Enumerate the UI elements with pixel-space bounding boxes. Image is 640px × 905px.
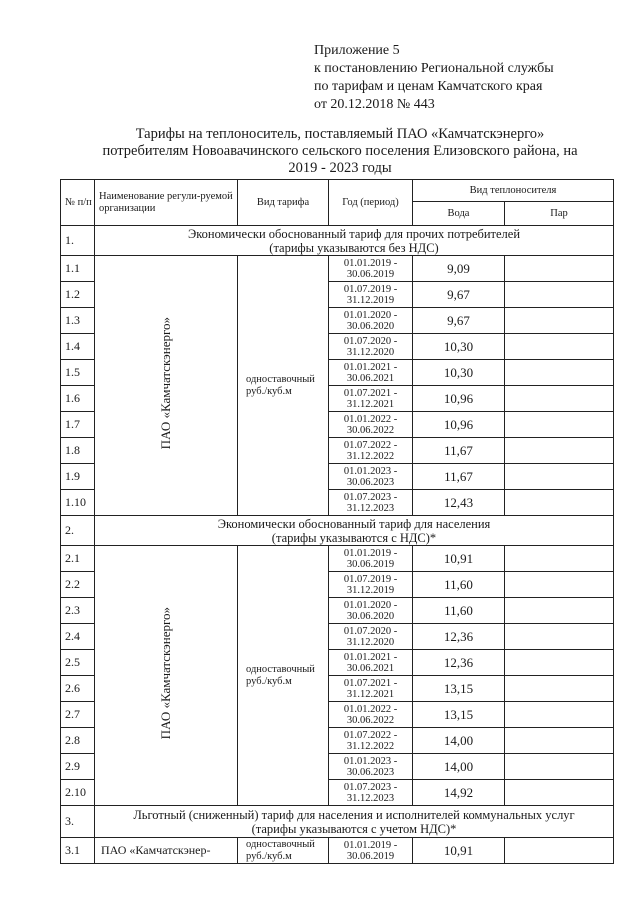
period-to: 30.06.2019 <box>346 850 395 862</box>
tariff-unit: руб./куб.м <box>246 385 292 397</box>
org-name-cell <box>95 546 238 806</box>
period-cell <box>329 780 413 806</box>
period-cell <box>329 838 413 864</box>
appendix-header <box>314 42 614 114</box>
period-from: 01.01.2021 - <box>343 361 398 373</box>
appendix-line: по тарифам и ценам Камчатского края <box>314 79 543 94</box>
period-to: 31.12.2021 <box>346 688 395 700</box>
period-cell <box>329 412 413 438</box>
period-cell <box>329 650 413 676</box>
header-period: Год (период) <box>329 180 413 226</box>
row-num: 1.2 <box>61 282 95 308</box>
tariff-type: одноставочный <box>246 663 315 675</box>
row-num: 3.1 <box>61 838 95 864</box>
section-num: 2. <box>61 516 95 546</box>
water-value: 12,43 <box>413 490 505 516</box>
period-to: 30.06.2019 <box>346 558 395 570</box>
period-from: 01.01.2023 - <box>343 755 398 767</box>
period-cell <box>329 282 413 308</box>
steam-value <box>505 754 614 780</box>
period-to: 31.12.2020 <box>346 636 395 648</box>
section-row <box>61 516 614 546</box>
period-to: 31.12.2020 <box>346 346 395 358</box>
document-title <box>60 126 620 177</box>
period-cell <box>329 438 413 464</box>
water-value: 9,67 <box>413 308 505 334</box>
section-row <box>61 806 614 838</box>
steam-value <box>505 308 614 334</box>
steam-value <box>505 650 614 676</box>
period-from: 01.01.2021 - <box>343 651 398 663</box>
header-tariff-type: Вид тарифа <box>238 180 329 226</box>
period-to: 30.06.2019 <box>346 268 395 280</box>
water-value: 11,67 <box>413 438 505 464</box>
period-to: 30.06.2021 <box>346 372 395 384</box>
header-org: Наименование регули-руемой организации <box>95 180 238 226</box>
steam-value <box>505 572 614 598</box>
period-cell <box>329 624 413 650</box>
water-value: 10,91 <box>413 838 505 864</box>
steam-value <box>505 780 614 806</box>
period-cell <box>329 308 413 334</box>
period-cell <box>329 676 413 702</box>
header-steam: Пар <box>505 202 614 226</box>
period-from: 01.01.2019 - <box>343 839 398 851</box>
period-from: 01.07.2020 - <box>343 625 398 637</box>
row-num: 2.7 <box>61 702 95 728</box>
appendix-line: Приложение 5 <box>314 43 400 58</box>
period-cell <box>329 728 413 754</box>
water-value: 10,96 <box>413 386 505 412</box>
row-num: 1.4 <box>61 334 95 360</box>
row-num: 1.10 <box>61 490 95 516</box>
period-to: 30.06.2020 <box>346 320 395 332</box>
row-num: 2.2 <box>61 572 95 598</box>
period-cell <box>329 572 413 598</box>
water-value: 10,30 <box>413 334 505 360</box>
org-name: ПАО «Камчатскэнерго» <box>158 316 173 450</box>
row-num: 2.9 <box>61 754 95 780</box>
period-from: 01.07.2022 - <box>343 439 398 451</box>
title-line: 2019 - 2023 годы <box>288 160 392 176</box>
water-value: 12,36 <box>413 650 505 676</box>
period-to: 31.12.2022 <box>346 450 395 462</box>
row-num: 1.9 <box>61 464 95 490</box>
section-title-line: Экономически обоснованный тариф для прочих потребителей <box>187 226 521 241</box>
period-from: 01.07.2019 - <box>343 283 398 295</box>
period-to: 30.06.2023 <box>346 476 395 488</box>
section-num: 1. <box>61 226 95 256</box>
steam-value <box>505 386 614 412</box>
steam-value <box>505 676 614 702</box>
appendix-line: от 20.12.2018 № 443 <box>314 97 435 112</box>
steam-value <box>505 464 614 490</box>
period-from: 01.07.2021 - <box>343 677 398 689</box>
row-num: 2.8 <box>61 728 95 754</box>
water-value: 14,00 <box>413 728 505 754</box>
water-value: 9,09 <box>413 256 505 282</box>
water-value: 11,60 <box>413 572 505 598</box>
section-row <box>61 226 614 256</box>
water-value: 12,36 <box>413 624 505 650</box>
section-title-line: Льготный (сниженный) тариф для населения и исполнителей коммунальных услуг <box>133 807 575 822</box>
period-from: 01.01.2020 - <box>343 309 398 321</box>
tariff-table <box>60 179 614 864</box>
steam-value <box>505 546 614 572</box>
steam-value <box>505 438 614 464</box>
row-num: 2.5 <box>61 650 95 676</box>
appendix-line: к постановлению Региональной службы <box>314 61 554 76</box>
section-title <box>95 226 614 256</box>
row-num: 1.5 <box>61 360 95 386</box>
period-from: 01.01.2019 - <box>343 257 398 269</box>
period-to: 31.12.2019 <box>346 294 395 306</box>
period-from: 01.07.2023 - <box>343 491 398 503</box>
period-cell <box>329 754 413 780</box>
period-from: 01.01.2022 - <box>343 413 398 425</box>
period-to: 31.12.2019 <box>346 584 395 596</box>
section-title-line: (тарифы указываются с НДС)* <box>271 530 437 545</box>
steam-value <box>505 598 614 624</box>
steam-value <box>505 360 614 386</box>
period-cell <box>329 598 413 624</box>
water-value: 14,92 <box>413 780 505 806</box>
period-to: 31.12.2023 <box>346 792 395 804</box>
section-num: 3. <box>61 806 95 838</box>
tariff-unit: руб./куб.м <box>246 675 292 687</box>
tariff-type-cell <box>238 256 329 516</box>
header-heat-carrier: Вид теплоносителя <box>413 180 614 202</box>
water-value: 14,00 <box>413 754 505 780</box>
period-from: 01.01.2019 - <box>343 547 398 559</box>
period-to: 30.06.2022 <box>346 714 395 726</box>
period-cell <box>329 334 413 360</box>
period-from: 01.07.2022 - <box>343 729 398 741</box>
row-num: 1.8 <box>61 438 95 464</box>
org-name: ПАО «Камчатскэнер- <box>95 838 238 864</box>
tariff-type: одноставочный <box>246 373 315 385</box>
header-num: № п/п <box>61 180 95 226</box>
period-from: 01.07.2020 - <box>343 335 398 347</box>
period-to: 30.06.2021 <box>346 662 395 674</box>
section-title-line: (тарифы указываются без НДС) <box>269 240 439 255</box>
steam-value <box>505 702 614 728</box>
row-num: 2.3 <box>61 598 95 624</box>
org-name-cell <box>95 256 238 516</box>
water-value: 13,15 <box>413 676 505 702</box>
table-row <box>61 256 614 282</box>
row-num: 2.6 <box>61 676 95 702</box>
period-cell <box>329 360 413 386</box>
row-num: 1.6 <box>61 386 95 412</box>
period-to: 31.12.2021 <box>346 398 395 410</box>
tariff-type-cell <box>238 838 329 864</box>
row-num: 1.3 <box>61 308 95 334</box>
period-from: 01.01.2020 - <box>343 599 398 611</box>
steam-value <box>505 256 614 282</box>
row-num: 2.1 <box>61 546 95 572</box>
table-row <box>61 838 614 864</box>
row-num: 1.7 <box>61 412 95 438</box>
period-to: 30.06.2023 <box>346 766 395 778</box>
water-value: 11,67 <box>413 464 505 490</box>
steam-value <box>505 728 614 754</box>
period-to: 31.12.2022 <box>346 740 395 752</box>
row-num: 1.1 <box>61 256 95 282</box>
period-cell <box>329 256 413 282</box>
period-cell <box>329 490 413 516</box>
period-from: 01.07.2023 - <box>343 781 398 793</box>
tariff-unit: руб./куб.м <box>246 850 292 862</box>
steam-value <box>505 334 614 360</box>
period-cell <box>329 702 413 728</box>
tariff-type: одноставочный <box>246 838 315 850</box>
period-from: 01.01.2023 - <box>343 465 398 477</box>
section-title <box>95 516 614 546</box>
water-value: 11,60 <box>413 598 505 624</box>
org-name: ПАО «Камчатскэнерго» <box>158 606 173 740</box>
steam-value <box>505 282 614 308</box>
tariff-type-cell <box>238 546 329 806</box>
section-title <box>95 806 614 838</box>
section-title-line: Экономически обоснованный тариф для населения <box>217 516 491 531</box>
row-num: 2.10 <box>61 780 95 806</box>
period-from: 01.07.2019 - <box>343 573 398 585</box>
steam-value <box>505 490 614 516</box>
period-cell <box>329 546 413 572</box>
period-cell <box>329 386 413 412</box>
steam-value <box>505 624 614 650</box>
period-to: 31.12.2023 <box>346 502 395 514</box>
period-to: 30.06.2020 <box>346 610 395 622</box>
section-title-line: (тарифы указываются с учетом НДС)* <box>251 821 457 836</box>
header-water: Вода <box>413 202 505 226</box>
water-value: 10,96 <box>413 412 505 438</box>
title-line: Тарифы на теплоноситель, поставляемый ПАО «Камчатскэнерго» <box>135 126 545 142</box>
period-from: 01.01.2022 - <box>343 703 398 715</box>
period-from: 01.07.2021 - <box>343 387 398 399</box>
water-value: 10,91 <box>413 546 505 572</box>
water-value: 10,30 <box>413 360 505 386</box>
water-value: 13,15 <box>413 702 505 728</box>
steam-value <box>505 412 614 438</box>
row-num: 2.4 <box>61 624 95 650</box>
period-cell <box>329 464 413 490</box>
period-to: 30.06.2022 <box>346 424 395 436</box>
steam-value <box>505 838 614 864</box>
title-line: потребителям Новоавачинского сельского поселения Елизовского района, на <box>102 143 578 159</box>
water-value: 9,67 <box>413 282 505 308</box>
table-row <box>61 546 614 572</box>
